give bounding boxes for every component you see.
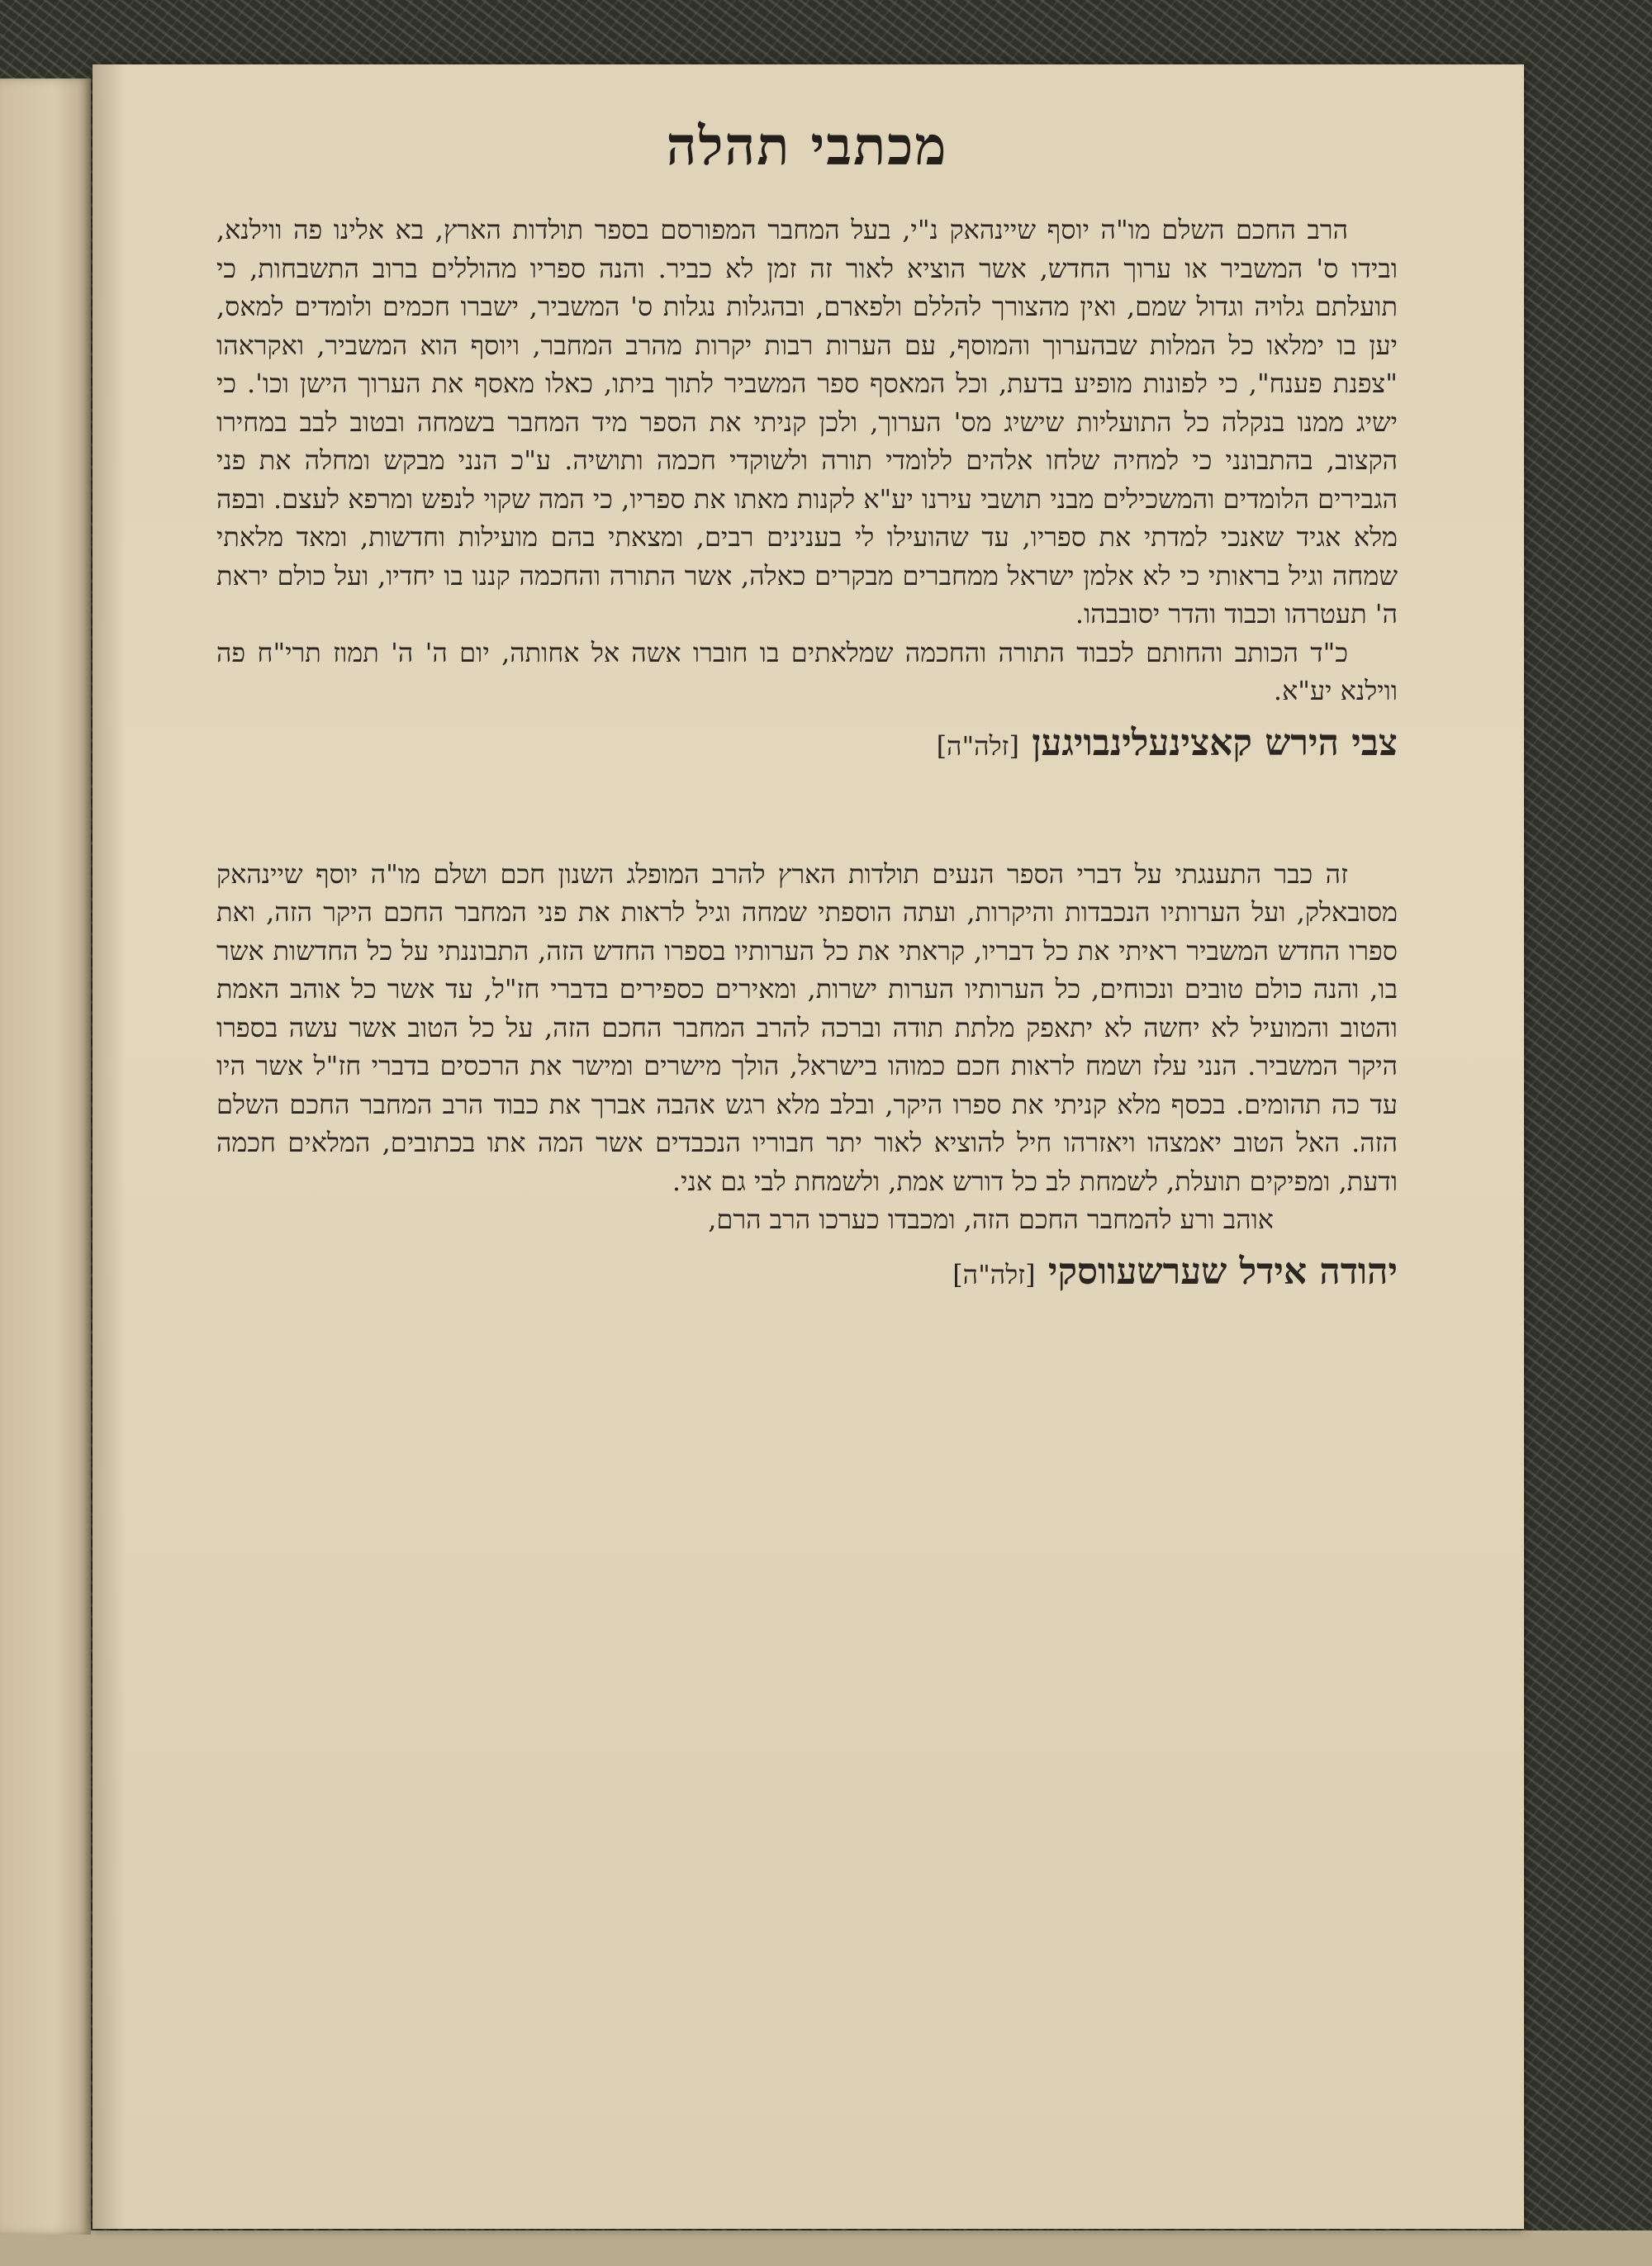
letter-2-body: זה כבר התענגתי על דברי הספר הנעים תולדות הארץ להרב המופלג השנון חכם ושלם מו"ה יוסף שיינהאק מסובאלק, ועל הערותיו הנכבדות והיקרות, ועתה הוספתי שמחה וגיל לראות את פני המחבר החכם היקר הזה, ואת ספרו החדש המשביר ראיתי את כל דבריו, קראתי את כל הערותיו בספרו החדש הזה, התבוננתי על כל החדשות אשר בו, והנה כולם טובים ונכוחים, כל הערותיו הערות ישרות, ומאירים כספירים בדברי חז"ל, עד אשר כל אוהב האמת והטוב והמועיל לא יחשה לא יתאפק מלתת תודה וברכה להרב המחבר החכם הזה, על כל הטוב אשר עשה בספרו היקר המשביר. הנני עלז ושמח לראות חכם כמוהו בישראל, הולך מישרים ומישר את הרכסים בדברי חז"ל אשר היו עד כה תהומים. בכסף מלא קניתי את ספרו היקר, ובלב מלא רגש אהבה אברך את כבוד הרב המחבר החכם השלם הזה. האל הטוב יאמצהו ויאזרהו חיל להוציא לאור יתר חבוריו הנכבדים אשר המה אתו בכתובים, המלאים חכמה ודעת, ומפיקים תועלת, לשמחת לב כל דורש אמת, ולשמחת לבי גם אני. (216, 857, 1398, 1197)
page-title: מכתבי תהלה (666, 116, 948, 178)
letter-1-body: הרב החכם השלם מו"ה יוסף שיינהאק נ"י, בעל המחבר המפורסם בספר תולדות הארץ, בא אלינו פה ווילנא, ובידו ס' המשביר או ערוך החדש, אשר הוציא לאור זה זמן לא כביר. והנה ספריו מהוללים ברוב התשבחות, כי תועלתם גלויה וגדול שמם, ואין מהצורך להללם ולפארם, ובהגלות נגלות ס' המשביר, ישברו חכמים ולומדים למאס, יען בו ימלאו כל המלות שבהערוך והמוסף, עם הערות רבות יקרות מהרב המחבר, ויוסף הוא המשביר, ואקראהו "צפנת פענח", כי לפונות מופיע בדעת, וכל המאסף ספר המשביר לתוך ביתו, כאלו מאסף את הערוך הישן וכו'. כי ישיג ממנו בנקלה כל התועליות שישיג מס' הערוך, ולכן קניתי את הספר מיד המחבר בשמחה ובטוב לבב במחירו הקצוב, בהתבונני כי למחיה שלחו אלהים ללומדי תורה ולשוקדי חכמה ותושיה. ע"כ הנני מבקש ומחלה את פני הגבירים הלומדים והמשכילים מבני תושבי עירנו יע"א לקנות מאתו את ספריו, כי המה שקוי לנפש ומרפא לעצם. ובפה מלא אגיד שאנכי למדתי את ספריו, עד שהועילו לי בענינים רבים, ומצאתי בהם מועילות וחדשות, ומאד מלאתי שמחה וגיל בראותי כי לא אלמן ישראל ממחברים מבקרים כאלה, אשר התורה והחכמה קננו בו יחדיו, ועל כולם יראת ה' תעטרהו וכבוד והדר יסובבהו. (216, 214, 1398, 629)
gutter-shadow (93, 64, 126, 2229)
table-surface (0, 2230, 1652, 2266)
left-facing-page (0, 78, 91, 2235)
letter-2-signer-honorific: [זלה"ה] (952, 1258, 1036, 1290)
letter-1-signer-name: צבי הירש קאצינעלינבויגען (1032, 721, 1398, 764)
page-content (216, 116, 1398, 1293)
letter-separator (216, 764, 1398, 855)
letter-1 (216, 211, 1398, 764)
letter-1-signer-honorific: [זלה"ה] (936, 729, 1019, 762)
letter-2-closing: אוהב ורע להמחבר החכם הזה, ומכבדו כערכו הרב הרם, (708, 1204, 1274, 1235)
letter-1-closing: כ"ד הכותב והחותם לכבוד התורה והחכמה שמלאתים בו חוברו אשה אל אחותה, יום ה' ה' תמוז תרי"ח פה ווילנא יע"א. (216, 636, 1398, 706)
letter-1-signature (216, 722, 1398, 764)
letter-2-signature (216, 1251, 1398, 1293)
letter-2-signer-name: יהודה אידל שערשעווסקי (1047, 1250, 1398, 1293)
book-page (93, 64, 1524, 2229)
letter-2 (216, 855, 1398, 1293)
